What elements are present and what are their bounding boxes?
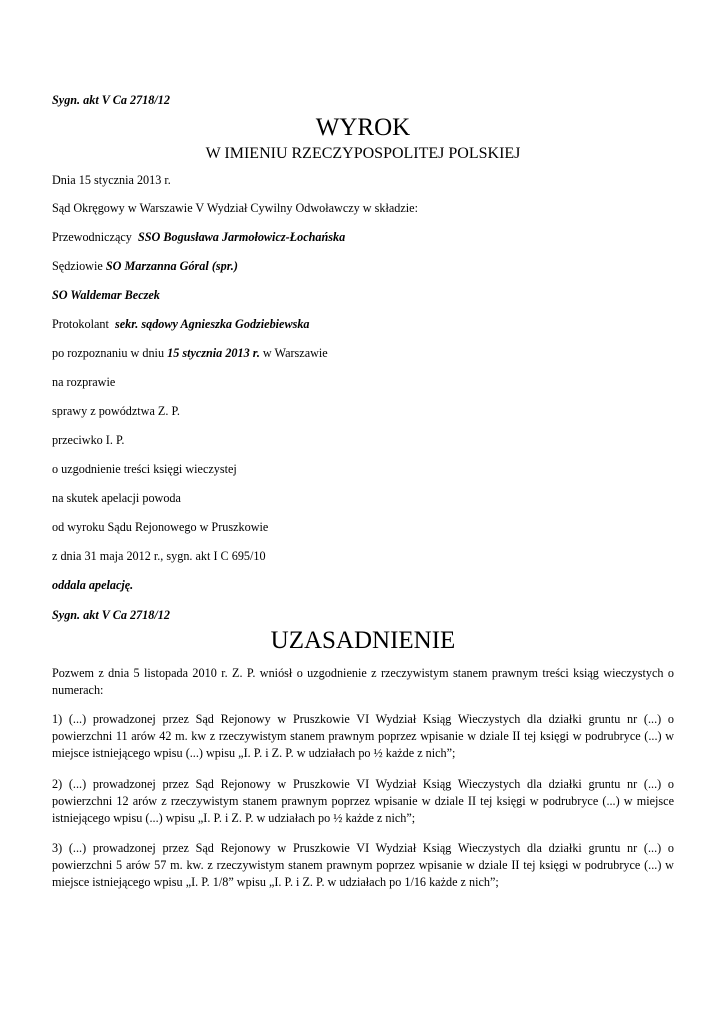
lower-court-line: od wyroku Sądu Rejonowego w Pruszkowie: [52, 520, 269, 534]
justification-intro: Pozwem z dnia 5 listopada 2010 r. Z. P. wniósł o uzgodnienie z rzeczywistym stanem prawnym treści ksiąg wieczystych o numerach:: [52, 666, 674, 697]
hearing-suffix: w Warszawie: [262, 346, 328, 360]
case-signature-justification: Sygn. akt V Ca 2718/12: [52, 608, 170, 622]
justification-item-2: 2) (...) prowadzonej przez Sąd Rejonowy w Pruszkowie VI Wydział Ksiąg Wieczystych dla działki gruntu nr (...) o powierzchni 12 arów z rzeczywistym stanem prawnym poprzez wpisanie w dziale II tej księgi w podrubryce (...) w miejsce istniejącego wpisu (...) wpisu „I. P. i Z. P. w udziałach po ½ każde z nich”;: [52, 777, 674, 825]
appeal-line: na skutek apelacji powoda: [52, 491, 181, 505]
presiding-judge-line: [52, 230, 345, 245]
justification-item-3: 3) (...) prowadzonej przez Sąd Rejonowy w Pruszkowie VI Wydział Ksiąg Wieczystych dla działki gruntu nr (...) o powierzchni 5 arów 57 m. kw. z rzeczywistym stanem prawnym poprzez wpisanie w dziale II tej księgi w podrubryce (...) w miejsce istniejącego wpisu „I. P. 1/8” wpisu „I. P. i Z. P. w udziałach po 1/16 każde z nich”;: [52, 841, 674, 889]
justification-item-1: 1) (...) prowadzonej przez Sąd Rejonowy w Pruszkowie VI Wydział Ksiąg Wieczystych dla działki gruntu nr (...) o powierzchni 11 arów 42 m. kw z rzeczywistym stanem prawnym poprzez wpisanie w dziale II tej księgi w podrubryce (...) w miejsce istniejącego wpisu (...) wpisu „I. P. i Z. P. w udziałach po ½ każde z nich”;: [52, 712, 674, 760]
judges-line: [52, 259, 238, 274]
judges-label: Sędziowie: [52, 259, 103, 273]
verdict-title: WYROK: [315, 114, 411, 141]
case-plaintiff: sprawy z powództwa Z. P.: [52, 404, 180, 418]
hearing-date: 15 stycznia 2013 r.: [167, 346, 260, 360]
judge-2-name: SO Waldemar Beczek: [52, 288, 160, 302]
on-hearing: na rozprawie: [52, 375, 116, 389]
hearing-line: [52, 346, 328, 361]
clerk-line: [52, 317, 310, 332]
case-defendant: przeciwko I. P.: [52, 433, 125, 447]
decision: oddala apelację.: [52, 578, 134, 592]
case-signature-top: Sygn. akt V Ca 2718/12: [52, 93, 170, 107]
judge-1-name: SO Marzanna Góral (spr.): [105, 259, 238, 273]
clerk-name: sekr. sądowy Agnieszka Godziebiewska: [114, 317, 310, 331]
hearing-prefix: po rozpoznaniu w dniu: [52, 346, 165, 360]
verdict-date: Dnia 15 stycznia 2013 r.: [52, 173, 171, 187]
clerk-label: Protokolant: [52, 317, 109, 331]
justification-title: UZASADNIENIE: [270, 627, 456, 654]
presiding-label: Przewodniczący: [52, 230, 132, 244]
court-composition: Sąd Okręgowy w Warszawie V Wydział Cywilny Odwoławczy w składzie:: [52, 201, 418, 215]
presiding-name: SSO Bogusława Jarmołowicz-Łochańska: [137, 230, 346, 244]
case-subject: o uzgodnienie treści księgi wieczystej: [52, 462, 237, 476]
verdict-subtitle: W IMIENIU RZECZYPOSPOLITEJ POLSKIEJ: [205, 145, 521, 162]
lower-court-judgment-date: z dnia 31 maja 2012 r., sygn. akt I C 695/10: [52, 549, 266, 563]
